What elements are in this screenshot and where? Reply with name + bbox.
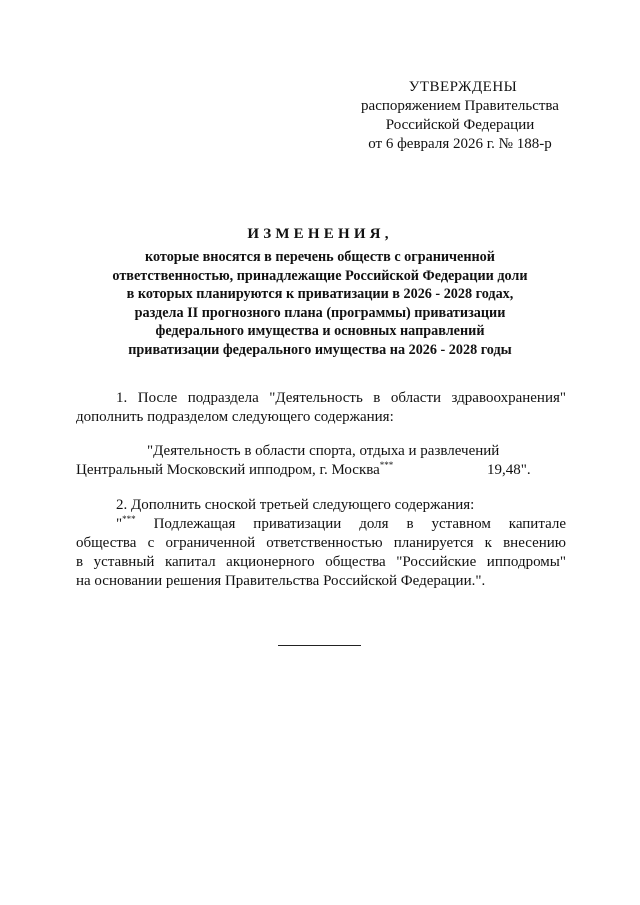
subtitle-line: приватизации федерального имущества на 2026 - 2028 годы bbox=[128, 341, 512, 358]
approval-line: Российской Федерации bbox=[385, 117, 535, 133]
item-1-line: 1. После подраздела "Деятельность в области здравоохранения" bbox=[116, 390, 566, 406]
footnote-marker: *** bbox=[379, 460, 394, 470]
footnote-line: в уставный капитал акционерного общества "Российские ипподромы" bbox=[76, 554, 566, 570]
subtitle-line: в которых планируются к приватизации в 2026 - 2028 годах, bbox=[126, 286, 514, 302]
footnote-separator-rule bbox=[278, 645, 361, 646]
document-subtitle bbox=[70, 248, 570, 359]
footnote-line bbox=[76, 515, 566, 534]
document-title: ИЗМЕНЕНИЯ, bbox=[247, 226, 393, 242]
approval-line: распоряжением Правительства bbox=[361, 98, 559, 114]
footnote-paragraph bbox=[76, 515, 566, 591]
footnote-open-quote: " bbox=[116, 516, 123, 532]
subtitle-line: раздела II прогнозного плана (программы) приватизации bbox=[134, 304, 506, 321]
item-1-paragraph bbox=[76, 389, 566, 427]
footnote-marker: *** bbox=[122, 514, 136, 524]
footnote-text: Подлежащая приватизации доля в уставном капитале bbox=[153, 516, 567, 532]
entry-name bbox=[76, 461, 393, 480]
entry-share: 19,48". bbox=[487, 462, 531, 478]
approval-heading: УТВЕРЖДЕНЫ bbox=[408, 79, 518, 95]
footnote-line: на основании решения Правительства Российской Федерации.". bbox=[76, 573, 486, 589]
item-2-paragraph bbox=[76, 496, 566, 515]
entry-heading: "Деятельность в области спорта, отдыха и развлечений bbox=[147, 443, 500, 459]
approval-stamp bbox=[340, 78, 580, 154]
subtitle-line: ответственностью, принадлежащие Российской Федерации доли bbox=[112, 267, 528, 284]
entry-name-text: Центральный Московский ипподром, г. Москва bbox=[76, 462, 380, 478]
subtitle-line: которые вносятся в перечень обществ с ограниченной bbox=[145, 249, 495, 265]
item-2-line: 2. Дополнить сноской третьей следующего содержания: bbox=[116, 497, 475, 513]
subtitle-line: федерального имущества и основных направлений bbox=[155, 323, 485, 339]
approval-line: от 6 февраля 2026 г. № 188-р bbox=[368, 136, 552, 152]
item-1-line: дополнить подразделом следующего содержания: bbox=[76, 409, 394, 425]
footnote-line: общества с ограниченной ответственностью планируется к внесению bbox=[76, 535, 566, 551]
